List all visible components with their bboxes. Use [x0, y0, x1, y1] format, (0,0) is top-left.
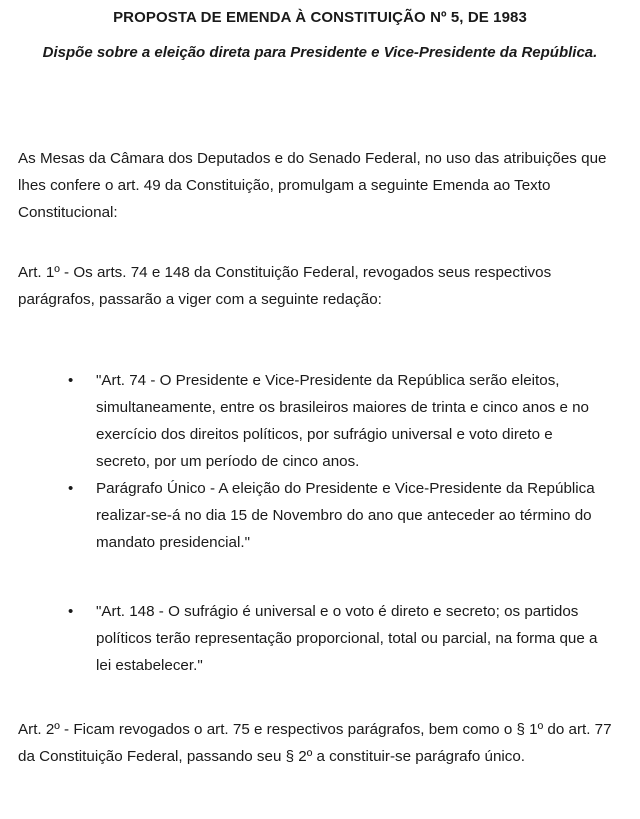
list-item [0, 367, 608, 475]
article-148-list [0, 598, 640, 679]
article-1-paragraph: Art. 1º - Os arts. 74 e 148 da Constituição Federal, revogados seus respectivos parágrafos, passarão a viger com a seguinte redação: [18, 264, 552, 308]
bullet-icon: • [68, 372, 74, 389]
document-title: PROPOSTA DE EMENDA À CONSTITUIÇÃO Nº 5, DE 1983 [113, 9, 527, 26]
list-item [0, 598, 608, 679]
list-item-text: Parágrafo Único - A eleição do Presidente e Vice-Presidente da República realizar-se-á no dia 15 de Novembro do ano que anteceder ao término do mandato presidencial." [96, 480, 595, 551]
list-item [0, 475, 608, 556]
bullet-icon: • [68, 603, 74, 620]
preamble-paragraph: As Mesas da Câmara dos Deputados e do Senado Federal, no uso das atribuições que lhes confere o art. 49 da Constituição, promulgam a seguinte Emenda ao Texto Constitucional: [18, 150, 607, 221]
list-item-text: "Art. 74 - O Presidente e Vice-Presidente da República serão eleitos, simultaneamente, entre os brasileiros maiores de trinta e cinco anos e no exercício dos direitos políticos, por sufrágio universal e voto direto e secreto, por um período de cinco anos. [96, 372, 590, 470]
document-subtitle: Dispõe sobre a eleição direta para Presidente e Vice-Presidente da República. [42, 44, 598, 61]
article-2-paragraph: Art. 2º - Ficam revogados o art. 75 e respectivos parágrafos, bem como o § 1º do art. 77 da Constituição Federal, passando seu § 2º a constituir-se parágrafo único. [18, 721, 612, 765]
list-item-text: "Art. 148 - O sufrágio é universal e o voto é direto e secreto; os partidos políticos terão representação proporcional, total ou parcial, na forma que a lei estabelecer." [96, 603, 598, 674]
article-1-list [0, 367, 640, 556]
bullet-icon: • [68, 480, 74, 497]
